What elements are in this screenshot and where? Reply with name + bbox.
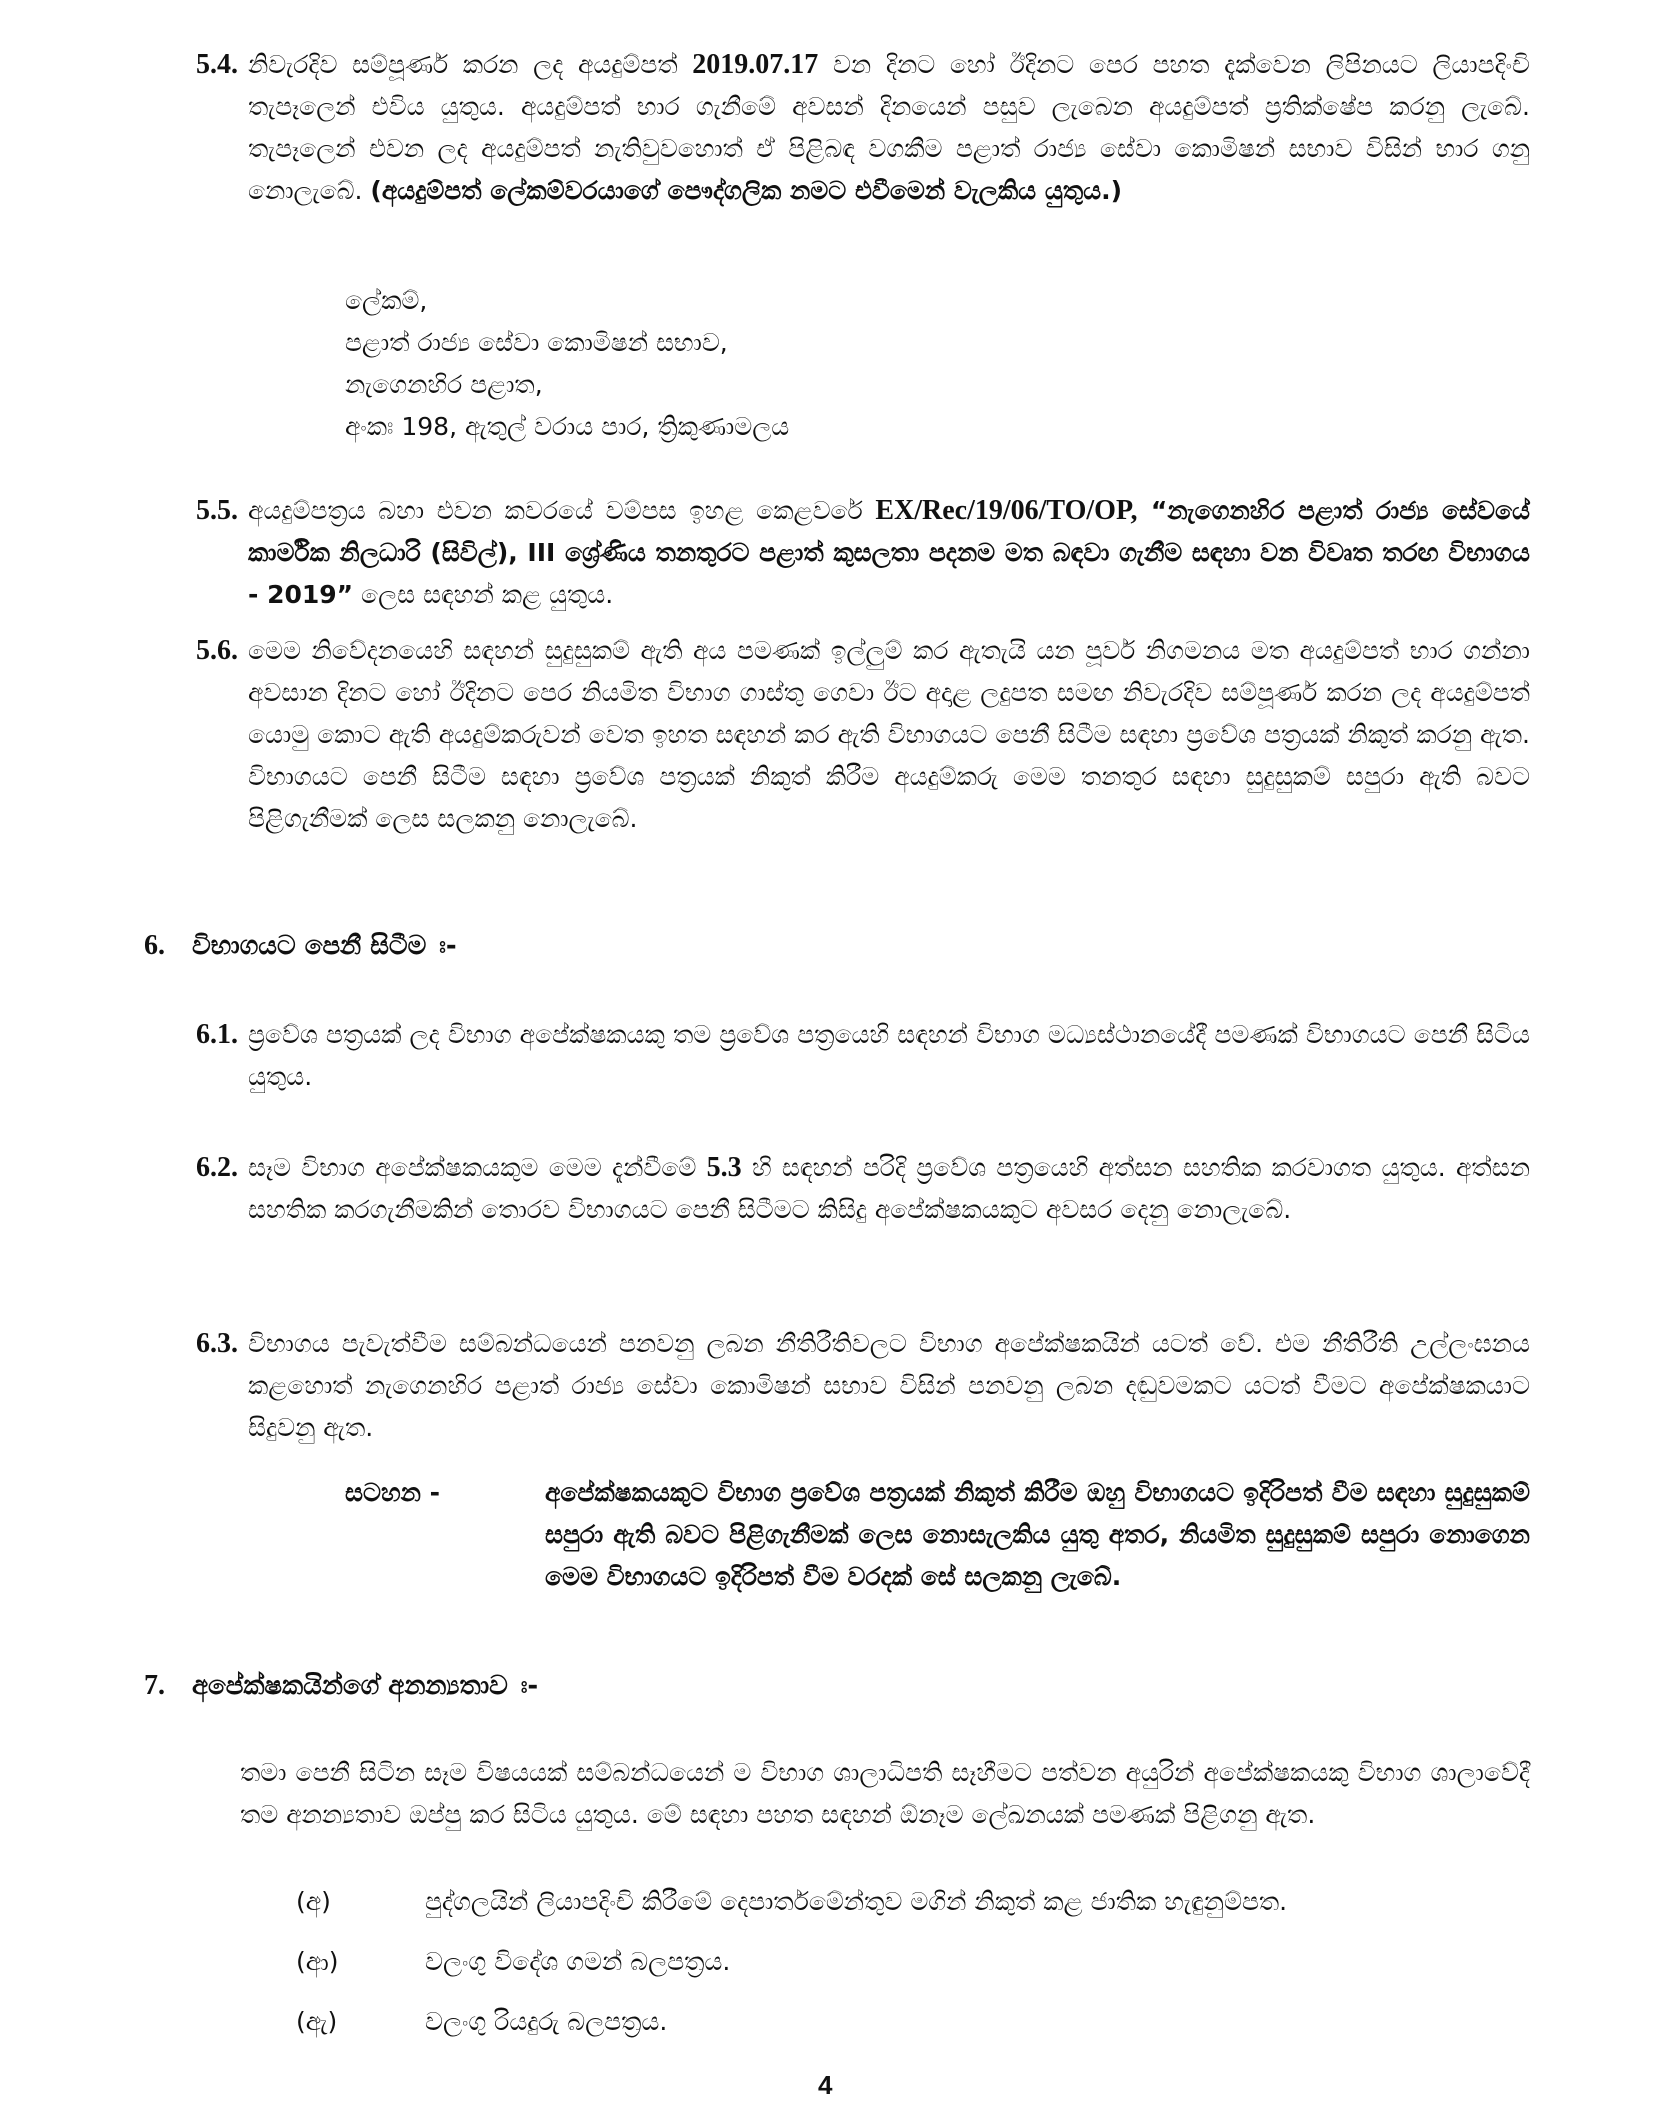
section-5-4-text-part2: වන දිනට හෝ ඊදිනට පෙර පහත දැක්වෙන ලිපිනයට ලියාපදිංචි තැපෑලෙන් එවිය යුතුය. අයදුම්පත් භාර ගැනීමේ අවසන් දිනයෙන් පසුව ලැබෙන අයදුම්පත් ප්‍රතික්ෂේප කරනු ලැබේ. තැපෑලෙන් එවන ලද අයදුම්පත් නැතිවුවහොත් ඒ පිළිබඳ වගකීම පළාත් රාජ්‍ය සේවා කොමිෂන් සභාව විසින් භාර ගනු නොලැබේ. bbox=[248, 50, 1531, 205]
section-6-3-number: 6.3. bbox=[196, 1328, 238, 1359]
note-text: අපේක්ෂකයකුට විභාග ප්‍රවේශ පත්‍රයක් නිකුත් කිරීම ඔහු විභාගයට ඉදිරිපත් වීම සඳහා සුදුසුකම් සපුරා ඇති බවට පිළිගැනීමක් ලෙස නොසැලකිය යුතු අතර, නියමිත සුදුසුකම් සපුරා නොගෙන මෙම විභාගයට ඉදිරිපත් වීම වරදක් සේ සලකනු ලැබේ. bbox=[545, 1478, 1530, 1591]
section-5-5-number: 5.5. bbox=[196, 495, 238, 526]
note-label: සටහන - bbox=[345, 1478, 441, 1507]
section-6-3-text: විභාගය පැවැත්වීම සම්බන්ධයෙන් පනවනු ලබන නීතිරීතිවලට විභාග අපේක්ෂකයින් යටත් වේ. එම නීතිරීති උල්ලංඝනය කළහොත් නැගෙනහිර පළාත් රාජ්‍ය සේවා කොමිෂන් සභාව විසින් පනවනු ලබන දඬුවමකට යටත් වීමට අපේක්ෂකයාට සිදුවනු ඇත. bbox=[248, 1329, 1530, 1442]
list-item-text: පුද්ගලයින් ලියාපදිංචි කිරීමේ දෙපාර්තමේන්තුව මගින් නිකුත් කළ ජාතික හැඳුනුම්පත. bbox=[425, 1887, 1288, 1916]
envelope-code: EX/Rec/19/06/TO/OP, bbox=[875, 495, 1138, 526]
section-5-4-text bbox=[248, 44, 1530, 212]
list-item-mark: (අ) bbox=[296, 1887, 331, 1916]
address-line: නැගෙනහිර පළාත, bbox=[345, 370, 543, 399]
deadline-date: 2019.07.17 bbox=[692, 49, 819, 80]
address-line: පළාත් රාජ්‍ය සේවා කොමිෂන් සභාව, bbox=[345, 328, 728, 357]
address-line: අංකඃ 198, ඇතුල් වරාය පාර, ත්‍රිකුණාමලය bbox=[345, 412, 790, 441]
section-6-heading: විභාගයට පෙනී සිටීම ඃ- bbox=[192, 931, 457, 961]
section-6-1-number: 6.1. bbox=[196, 1019, 238, 1050]
section-6-2-text-part1: සෑම විභාග අපේක්ෂකයකුම මෙම දැන්වීමේ bbox=[248, 1153, 707, 1182]
section-5-6-text: මෙම නිවේදනයෙහි සඳහන් සුදුසුකම් ඇති අය පමණක් ඉල්ලුම් කර ඇතැයි යන පූර්ව නිගමනය මත අයදුම්පත් භාර ගන්නා අවසාන දිනට හෝ ඊදිනට පෙර නියමිත විභාග ගාස්තු ගෙවා ඊට අදාළ ලදුපත සමඟ නිවැරදිව සම්පූර්ණ කරන ලද අයදුම්පත් යොමු කොට ඇති අයදුම්කරුවන් වෙත ඉහත සඳහන් කර ඇති විභාගයට පෙනී සිටීම සඳහා ප්‍රවේශ පත්‍රයක් නිකුත් කරනු ඇත. විභාගයට පෙනී සිටීම සඳහා ප්‍රවේශ පත්‍රයක් නිකුත් කිරීම අයදුම්කරු මෙම තනතුර සඳහා සුදුසුකම් සපුරා ඇති බවට පිළිගැනීමක් ලෙස සලකනු නොලැබේ. bbox=[248, 636, 1530, 833]
section-5-4-text-part1: නිවැරදිව සම්පූර්ණ කරන ලද අයදුම්පත් bbox=[248, 50, 693, 79]
section-5-6-number: 5.6. bbox=[196, 635, 238, 666]
address-block bbox=[345, 280, 789, 448]
list-item-mark: (ඇ) bbox=[296, 2007, 338, 2036]
section-6-2-text-part2: හි සඳහන් පරිදි ප්‍රවේශ පත්‍රයෙහි අත්සන සහතික කරවාගත යුතුය. අත්සන සහතික කරගැනීමකින් තොරව විභාගයට පෙනී සිටීමට කිසිදු අපේක්ෂකයකුට අවසර දෙනු නොලැබේ. bbox=[248, 1153, 1530, 1224]
section-5-5-text bbox=[248, 490, 1530, 616]
section-6-number: 6. bbox=[144, 930, 165, 961]
exam-title: “නැගෙනහිර පළාත් රාජ්‍ය සේවයේ කාර්මික නිලධාරි (සිවිල්), III ශ්‍රේණිය තනතුරට පළාත් කුසලතා පදනම මත බඳවා ගැනීම සඳහා වන විවෘත තරඟ විභාගය - 2019” bbox=[248, 496, 1530, 609]
section-5-5-text-part2: ලෙස සඳහන් කළ යුතුය. bbox=[353, 580, 614, 609]
page-number: 4 bbox=[818, 2070, 833, 2100]
section-6-1-text: ප්‍රවේශ පත්‍රයක් ලද විභාග අපේක්ෂකයකු තම ප්‍රවේශ පත්‍රයෙහි සඳහන් විභාග මධ්‍යස්ථානයේදී පමණක් විභාගයට පෙනී සිටිය යුතුය. bbox=[248, 1020, 1530, 1091]
list-item-mark: (ආ) bbox=[296, 1947, 339, 1976]
section-5-4-bold-note: (අයදුම්පත් ලේකම්වරයාගේ පෞද්ගලික නමට එවීමෙන් වැලකිය යුතුය.) bbox=[370, 176, 1123, 205]
section-7-number: 7. bbox=[144, 1670, 165, 1701]
section-5-5-text-part1: අයදුම්පත්‍රය බහා එවන කවරයේ වම්පස ඉහළ කෙළවරේ bbox=[248, 496, 876, 525]
address-line: ලේකම්, bbox=[345, 286, 428, 315]
section-7-heading: අපේක්ෂකයින්ගේ අනන්‍යතාව ඃ- bbox=[192, 1671, 539, 1701]
section-6-2-number: 6.2. bbox=[196, 1152, 238, 1183]
list-item-text: වලංගු විදේශ ගමන් බලපත්‍රය. bbox=[425, 1947, 731, 1976]
section-7-text: තමා පෙනී සිටින සෑම විෂයයක් සම්බන්ධයෙන් ම විභාග ශාලාධිපති සෑහීමට පත්වන අයුරින් අපේක්ෂකයකු විභාග ශාලාවේදී තම අනන්‍යතාව ඔප්පු කර සිටිය යුතුය. මේ සඳහා පහත සඳහන් ඕනෑම ලේඛනයක් පමණක් පිළිගනු ඇත. bbox=[240, 1758, 1530, 1829]
section-reference: 5.3 bbox=[706, 1152, 742, 1183]
section-5-4-number: 5.4. bbox=[196, 49, 238, 80]
section-6-2-text bbox=[248, 1147, 1530, 1231]
list-item-text: වලංගු රියදුරු බලපත්‍රය. bbox=[425, 2007, 668, 2036]
